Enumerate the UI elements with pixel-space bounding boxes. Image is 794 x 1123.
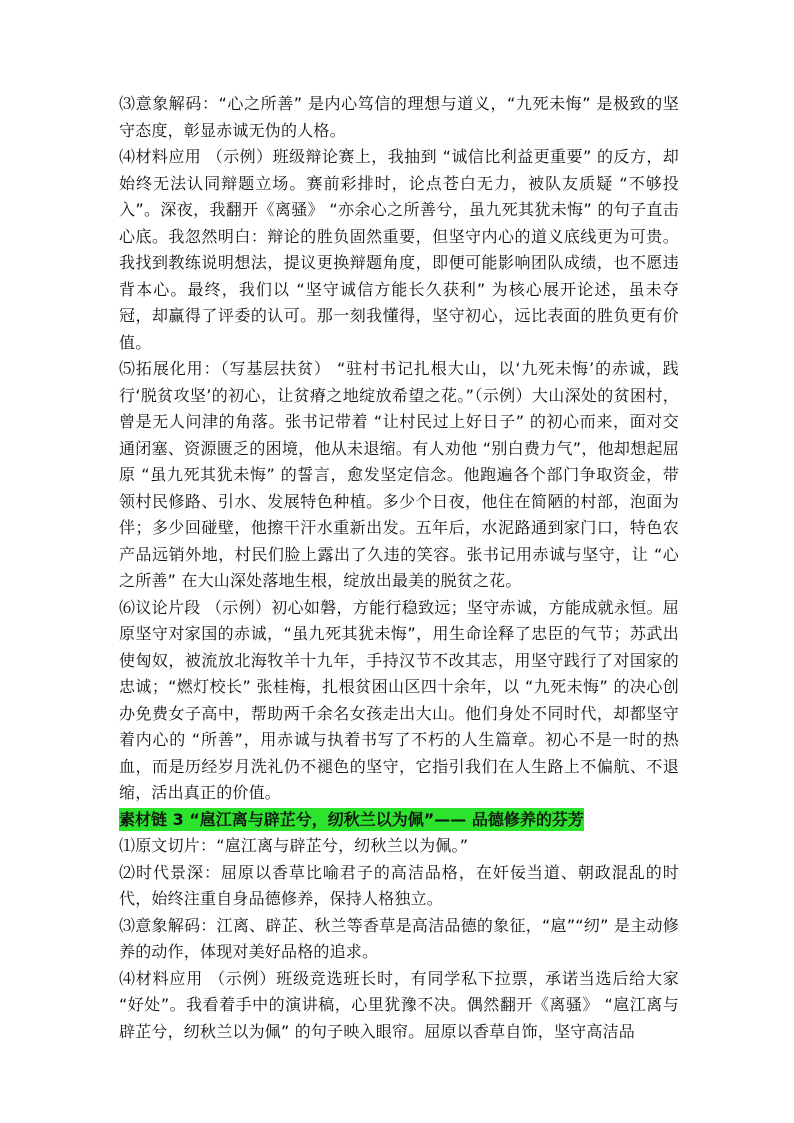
document-page	[119, 91, 679, 1045]
paragraph-material-application-2: ⑷材料应用 （示例）班级竞选班长时，有同学私下拉票，承诺当选后给大家 “好处”。我看着手中的演讲稿，心里犹豫不决。偶然翻开《离骚》 “扈江离与辟芷兮，纫秋兰以为佩” 的句子映入眼帘。屈原以香草自饰，坚守高洁品	[119, 968, 679, 1041]
paragraph-imagery-decoding: ⑶意象解码：“心之所善” 是内心笃信的理想与道义，“九死未悔” 是极致的坚守态度，彰显赤诚无伪的人格。	[119, 94, 679, 140]
paragraph-extended-usage: ⑸拓展化用：（写基层扶贫） “驻村书记扎根大山，以‘九死未悔’的赤诚，践行‘脱贫攻坚’的初心，让贫瘠之地绽放希望之花。”（示例）大山深处的贫困村，曾是无人问津的角落。张书记带着 “让村民过上好日子” 的初心而来，面对交通闭塞、资源匮乏的困境，他从未退缩。有人劝他 “别白费力气”，他却想起屈原 “虽九死其犹未悔” 的誓言，愈发坚定信念。他跑遍各个部门争取资金，带领村民修路、引水、发展特色种植。多少个日夜，他住在简陋的村部，泡面为伴；多少回碰壁，他擦干汗水重新出发。五年后，水泥路通到家门口，特色农产品远销外地，村民们脸上露出了久违的笑容。张书记用赤诚与坚守，让 “心之所善” 在大山深处落地生根，绽放出最美的脱贫之花。	[119, 359, 679, 590]
paragraph-original-excerpt: ⑴原文切片：“扈江离与辟芷兮，纫秋兰以为佩。”	[119, 836, 469, 855]
paragraph-argument-segment: ⑹议论片段 （示例）初心如磐，方能行稳致远；坚守赤诚，方能成就永恒。屈原坚守对家国的赤诚，“虽九死其犹未悔”，用生命诠释了忠臣的气节；苏武出使匈奴，被流放北海牧羊十九年，手持汉节不改其志，用坚守践行了对国家的忠诚；“燃灯校长” 张桂梅，扎根贫困山区四十余年，以 “九死未悔” 的决心创办免费女子高中，帮助两千余名女孩走出大山。他们身处不同时代，却都坚守着内心的 “所善”，用赤诚与执着书写了不朽的人生篇章。初心不是一时的热血，而是历经岁月洗礼仍不褪色的坚守，它指引我们在人生路上不偏航、不退缩，活出真正的价值。	[119, 597, 679, 802]
paragraph-historical-context: ⑵时代景深：屈原以香草比喻君子的高洁品格，在奸佞当道、朝政混乱的时代，始终注重自身品德修养，保持人格独立。	[119, 862, 679, 908]
paragraph-material-application: ⑷材料应用 （示例）班级辩论赛上，我抽到 “诚信比利益更重要” 的反方，却始终无法认同辩题立场。赛前彩排时，论点苍白无力，被队友质疑 “不够投入”。深夜，我翻开《离骚》 “亦余心之所善兮，虽九死其犹未悔” 的句子直击心底。我忽然明白：辩论的胜负固然重要，但坚守内心的道义底线更为可贵。我找到教练说明想法，提议更换辩题角度，即便可能影响团队成绩，也不愿违背本心。最终，我们以 “坚守诚信方能长久获利” 为核心展开论述，虽未夺冠，却赢得了评委的认可。那一刻我懂得，坚守初心，远比表面的胜负更有价值。	[119, 147, 679, 352]
section-heading	[119, 807, 679, 834]
section-heading-text: 素材链 3 “扈江离与辟芷兮，纫秋兰以为佩”—— 品德修养的芬芳	[119, 809, 584, 829]
paragraph-imagery-decoding-2: ⑶意象解码：江离、辟芷、秋兰等香草是高洁品德的象征，“扈”“纫” 是主动修养的动作，体现对美好品格的追求。	[119, 915, 679, 961]
